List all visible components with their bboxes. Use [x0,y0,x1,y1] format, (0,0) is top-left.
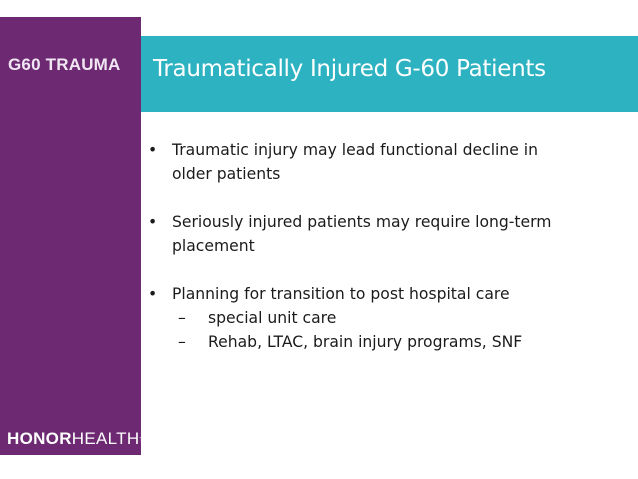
bullet-text-line: placement [172,237,255,255]
sub-bullet-list [172,306,628,354]
left-sidebar-bar [0,17,141,455]
logo-part-honor: HONOR [7,429,72,448]
sub-bullet-text: Rehab, LTAC, brain injury programs, SNF [208,333,523,351]
dash-icon: – [178,333,186,351]
bullet-dot-icon: • [148,141,158,159]
bullet-text-line: Seriously injured patients may require long-term [172,213,552,231]
title-band [141,36,638,112]
sub-bullet-item [178,330,628,354]
logo-trademark: TM [139,438,149,444]
bullet-text-line: older patients [172,165,281,183]
bullet-text-line: Traumatic injury may lead functional decline in [172,141,539,159]
bullet-item [148,138,628,186]
bullet-dot-icon: • [148,285,158,303]
logo-box [0,420,149,455]
slide-content [148,138,628,354]
dash-icon: – [178,309,186,327]
logo-part-health: HEALTH [71,429,140,448]
honorhealth-logo [7,429,149,449]
slide-title: Traumatically Injured G-60 Patients [153,56,546,82]
bullet-item [148,210,628,258]
brand-tag: G60 TRAUMA [8,55,121,74]
bullet-dot-icon: • [148,213,158,231]
bullet-item [148,282,628,354]
sub-bullet-item [178,306,628,330]
bullet-text-line: Planning for transition to post hospital care [172,285,510,303]
sub-bullet-text: special unit care [208,309,337,327]
